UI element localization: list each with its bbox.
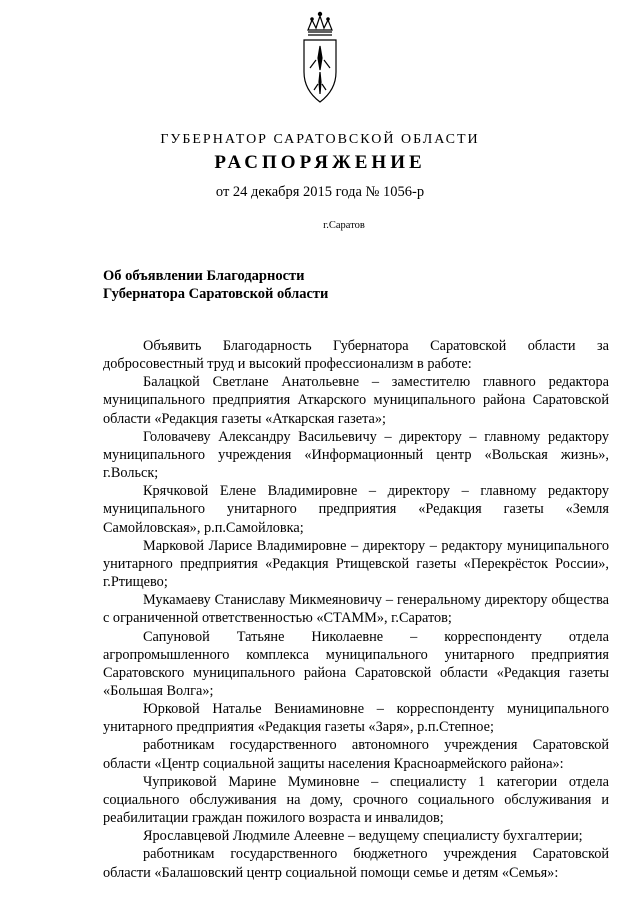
paragraph: Мукамаеву Станиславу Микмеяновичу – генеральному директору общества с ограниченной ответственностью «СТАММ», г.Саратов; xyxy=(103,592,609,627)
paragraph: Крячковой Елене Владимировне – директору – главному редактору муниципального унитарного предприятия «Редакция газеты «Земля Самойловская», р.п.Самойловка; xyxy=(103,483,609,536)
coat-of-arms-icon xyxy=(290,10,350,110)
subject-line-2: Губернатора Саратовской области xyxy=(103,286,329,302)
governor-title: ГУБЕРНАТОР САРАТОВСКОЙ ОБЛАСТИ xyxy=(160,132,480,147)
paragraph: работникам государственного бюджетного учреждения Саратовской области «Балашовский центр социальной помощи семье и детям «Семья»: xyxy=(103,846,609,881)
document-subject xyxy=(103,267,328,303)
document-body xyxy=(103,337,609,882)
paragraph: Юрковой Наталье Вениаминовне – корреспонденту муниципального унитарного предприятия «Редакция газеты «Заря», р.п.Степное; xyxy=(103,701,609,736)
paragraph: работникам государственного автономного учреждения Саратовской области «Центр социальной защиты населения Красноармейского района»: xyxy=(103,737,609,772)
subject-line-1: Об объявлении Благодарности xyxy=(103,268,305,284)
paragraph: Чуприковой Марине Муминовне – специалисту 1 категории отдела социального обслуживания на дому, срочного социального обслуживания и реабилитации граждан пожилого возраста и инвалидов; xyxy=(103,773,609,827)
paragraph: Сапуновой Татьяне Николаевне – корреспонденту отдела агропромышленного комплекса муниципального унитарного предприятия Саратовского муниципального района Саратовской области «Редакция газеты «Большая Волга»; xyxy=(103,628,609,699)
document-type: РАСПОРЯЖЕНИЕ xyxy=(214,152,426,173)
document-city: г.Саратов xyxy=(323,220,365,231)
paragraph: Ярославцевой Людмиле Алеевне – ведущему специалисту бухгалтерии; xyxy=(143,828,583,845)
document-date: от 24 декабря 2015 года № 1056-р xyxy=(215,184,425,200)
paragraph: Марковой Ларисе Владимировне – директору – редактору муниципального унитарного предприятия «Редакция Ртищевской газеты «Перекрёсток России», г.Ртищево; xyxy=(103,537,609,591)
paragraph: Объявить Благодарность Губернатора Саратовской области за добросовестный труд и высокий профессионализм в работе: xyxy=(103,338,609,373)
paragraph: Балацкой Светлане Анатольевне – заместителю главного редактора муниципального предприятия Аткарского муниципального района Саратовской области «Редакция газеты «Аткарская газета»; xyxy=(103,374,609,427)
paragraph: Головачеву Александру Васильевичу – директору – главному редактору муниципального учреждения «Информационный центр «Вольская жизнь», г.Вольск; xyxy=(103,428,609,482)
